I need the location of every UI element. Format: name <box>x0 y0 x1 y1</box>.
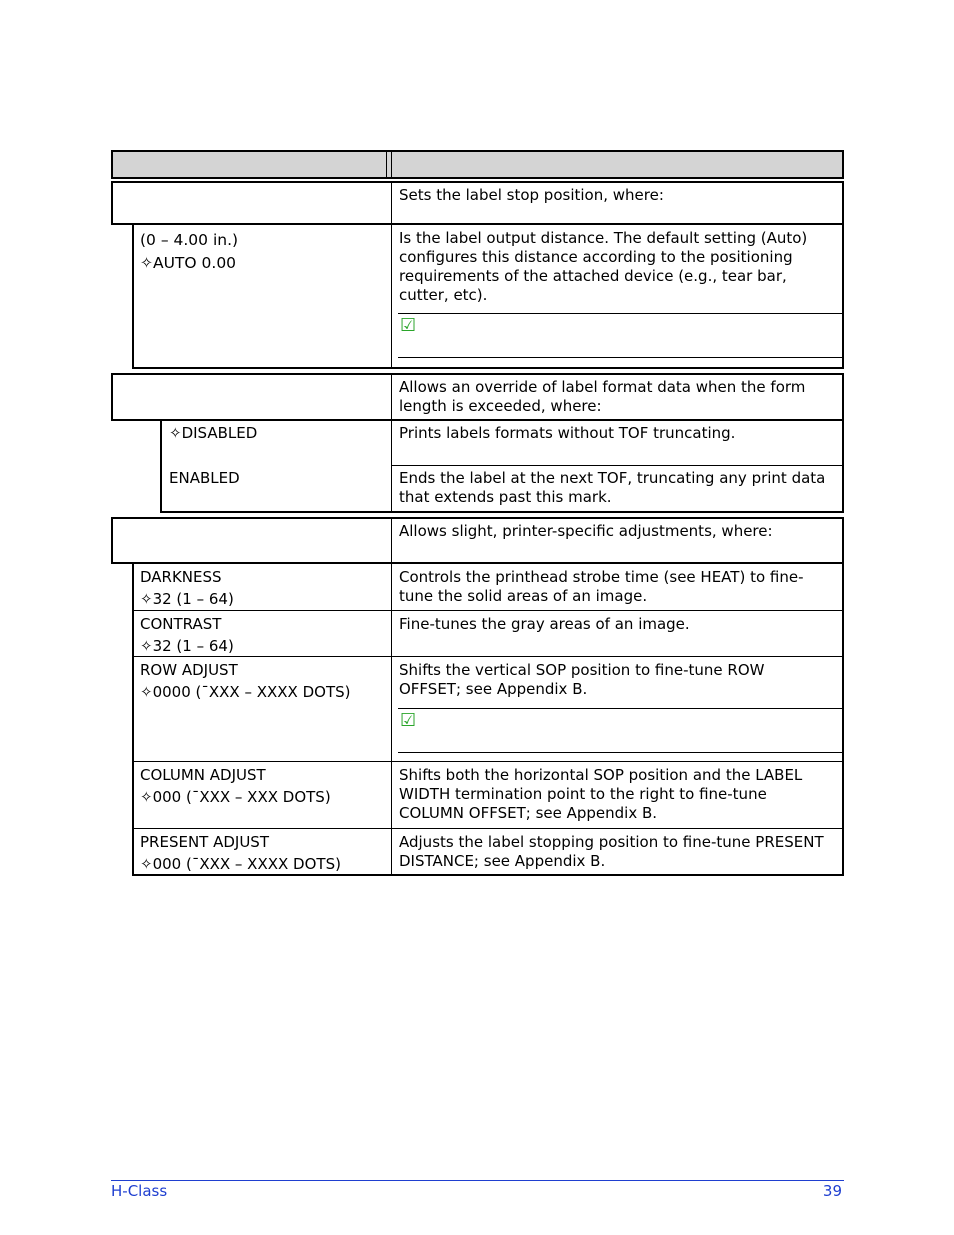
option-enabled-value: ENABLED <box>169 469 240 487</box>
footer-product-name: H-Class <box>111 1182 168 1200</box>
row-adjust-description: Shifts the vertical SOP position to fine-tune ROW OFFSET; see Appendix B. <box>399 661 765 698</box>
darkness-description: Controls the printhead strobe time (see HEAT) to fine-tune the solid areas of an image. <box>399 568 804 605</box>
checkbox-note-icon: ☑ <box>400 710 417 731</box>
column-adjust-value: ✧000 (¯XXX – XXX DOTS) <box>140 788 331 806</box>
adjustments-description: Allows slight, printer-specific adjustments, where: <box>399 522 773 540</box>
present-distance-default: ✧AUTO 0.00 <box>140 254 237 272</box>
present-adjust-name: PRESENT ADJUST <box>140 833 269 851</box>
row-adjust-name: ROW ADJUST <box>140 661 238 679</box>
option-disabled-description: Prints labels formats without TOF truncating. <box>399 424 736 442</box>
column-adjust-description: Shifts both the horizontal SOP position and the LABEL WIDTH termination point to the right to fine-tune COLUMN OFFSET; see Appendix B. <box>399 766 803 822</box>
label-stop-description: Sets the label stop position, where: <box>399 186 664 204</box>
present-distance-range: (0 – 4.00 in.) <box>140 231 239 249</box>
darkness-value: ✧32 (1 – 64) <box>140 590 234 608</box>
option-disabled-value: ✧DISABLED <box>169 424 258 442</box>
footer-rule <box>111 1180 844 1181</box>
present-adjust-description: Adjusts the label stopping position to fine-tune PRESENT DISTANCE; see Appendix B. <box>399 833 824 870</box>
checkbox-note-icon: ☑ <box>400 315 417 336</box>
column-adjust-name: COLUMN ADJUST <box>140 766 266 784</box>
page-number: 39 <box>822 1182 842 1200</box>
note-top-line <box>398 313 842 314</box>
present-distance-description: Is the label output distance. The default setting (Auto) configures this distance according to the positioning requirements of the attached device (e.g., tear bar, cutter, etc). <box>399 229 808 304</box>
option-enabled-description: Ends the label at the next TOF, truncating any print data that extends past this mark. <box>399 469 826 506</box>
contrast-name: CONTRAST <box>140 615 222 633</box>
row-adjust-note-top-line <box>398 708 842 709</box>
contrast-value: ✧32 (1 – 64) <box>140 637 234 655</box>
row-adjust-note-bottom-line <box>398 752 842 753</box>
override-description: Allows an override of label format data when the form length is exceeded, where: <box>399 378 806 415</box>
darkness-name: DARKNESS <box>140 568 222 586</box>
note-bottom-line <box>398 357 842 358</box>
header-divider <box>386 150 392 179</box>
row-adjust-value: ✧0000 (¯XXX – XXXX DOTS) <box>140 683 351 701</box>
present-adjust-value: ✧000 (¯XXX – XXXX DOTS) <box>140 855 341 873</box>
contrast-description: Fine-tunes the gray areas of an image. <box>399 615 690 633</box>
table-header <box>111 150 844 179</box>
